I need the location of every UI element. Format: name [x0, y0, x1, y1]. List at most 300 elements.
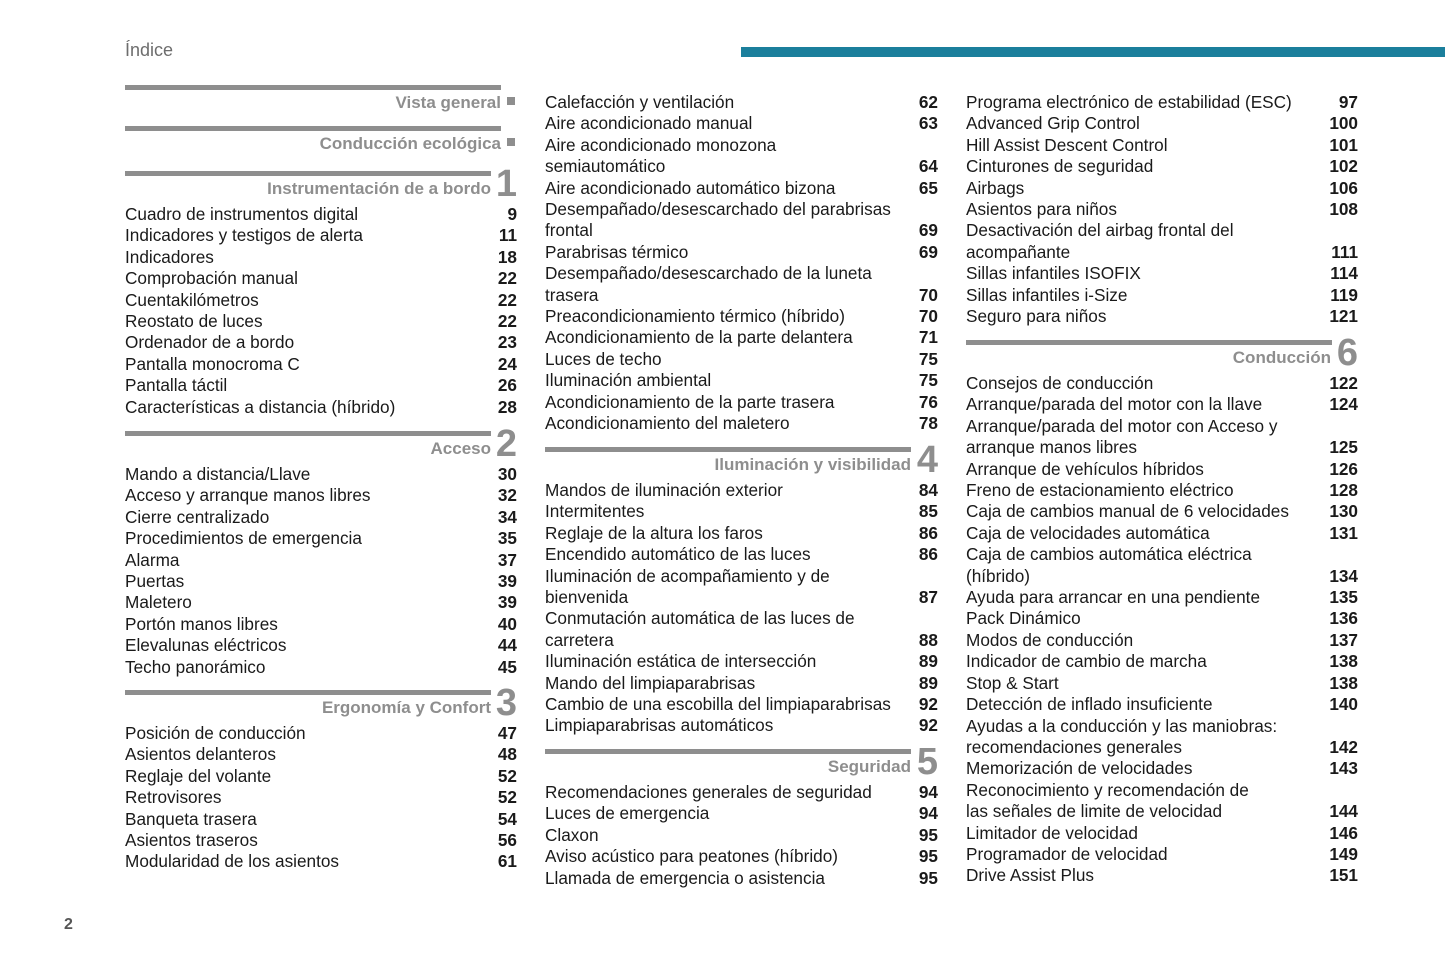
section-number: 4	[916, 439, 938, 481]
toc-entry-page: 146	[1329, 822, 1358, 843]
toc-entry-label: Arranque de vehículos híbridos	[966, 458, 1204, 479]
toc-entry-page: 44	[497, 635, 517, 656]
toc-entry-label: Maletero	[125, 592, 192, 613]
toc-entry[interactable]	[966, 178, 1358, 199]
section-number: 2	[495, 423, 517, 465]
toc-entry[interactable]	[966, 135, 1358, 156]
toc-entry-label: Techo panorámico	[125, 656, 266, 677]
toc-entry-label: Posición de conducción	[125, 723, 306, 743]
toc-entry-page: 35	[497, 528, 517, 549]
toc-entry-label: Llamada de emergencia o asistencia	[545, 867, 825, 888]
toc-entry-page: 138	[1329, 672, 1358, 693]
toc-entry-page: 87	[918, 587, 938, 608]
toc-entry-page: 92	[918, 694, 938, 715]
toc-entry[interactable]	[545, 846, 938, 867]
toc-entry-label: Consejos de conducción	[966, 373, 1154, 393]
toc-entry-label: Parabrisas térmico	[545, 241, 689, 262]
toc-entry-page: 34	[497, 506, 517, 527]
toc-section-3	[125, 682, 517, 873]
section-square-marker	[507, 138, 515, 146]
toc-entry-page: 111	[1331, 241, 1358, 262]
toc-entry[interactable]	[125, 723, 517, 744]
toc-entry-page: 18	[497, 246, 517, 267]
toc-entry[interactable]	[545, 413, 938, 434]
toc-entry-page: 102	[1329, 156, 1358, 177]
section-rule	[125, 690, 491, 695]
toc-entry[interactable]	[125, 528, 517, 549]
section-title[interactable]: Conducción ecológica	[319, 134, 501, 153]
section-title[interactable]: Conducción	[1232, 348, 1331, 367]
toc-entry[interactable]	[966, 220, 1358, 263]
toc-entry-label: Memorización de velocidades	[966, 758, 1193, 779]
toc-entry-label: Conmutación automática de las luces de carretera	[545, 608, 855, 650]
toc-entry[interactable]	[966, 92, 1358, 113]
toc-entry[interactable]	[966, 694, 1358, 715]
toc-entry[interactable]	[545, 673, 938, 694]
section-title[interactable]: Instrumentación de a bordo	[267, 179, 491, 198]
toc-entry-label: Asientos para niños	[966, 199, 1117, 220]
toc-entry-label: Hill Assist Descent Control	[966, 134, 1168, 155]
toc-entry[interactable]	[966, 587, 1358, 608]
toc-entry[interactable]	[125, 657, 517, 678]
toc-entry-label: Sillas infantiles ISOFIX	[966, 263, 1141, 284]
toc-entry[interactable]	[545, 327, 938, 348]
toc-entry[interactable]	[966, 501, 1358, 522]
section-header	[125, 85, 517, 115]
toc-entry-list	[545, 782, 938, 889]
toc-entry-label: Comprobación manual	[125, 268, 298, 289]
toc-entry-page: 61	[497, 851, 517, 872]
toc-entry[interactable]	[966, 394, 1358, 415]
toc-entry[interactable]	[125, 744, 517, 765]
toc-entry[interactable]	[125, 204, 517, 225]
toc-entry[interactable]	[966, 630, 1358, 651]
toc-entry-page: 121	[1329, 306, 1358, 327]
toc-entry[interactable]	[125, 247, 517, 268]
toc-entry[interactable]	[966, 459, 1358, 480]
toc-entry[interactable]	[966, 673, 1358, 694]
toc-entry-label: Intermitentes	[545, 501, 645, 522]
toc-entry-label: Acceso y arranque manos libres	[125, 485, 371, 506]
toc-entry-page: 89	[918, 651, 938, 672]
toc-entry-page: 52	[497, 787, 517, 808]
toc-entry[interactable]	[125, 485, 517, 506]
toc-entry-page: 128	[1329, 480, 1358, 501]
toc-entry-label: Caja de velocidades automática	[966, 522, 1210, 543]
toc-entry[interactable]	[125, 225, 517, 246]
toc-entry[interactable]	[125, 851, 517, 872]
toc-entry-label: Ordenador de a bordo	[125, 332, 295, 353]
toc-entry[interactable]	[966, 156, 1358, 177]
toc-entry[interactable]	[545, 349, 938, 370]
toc-entry[interactable]	[966, 865, 1358, 886]
section-rule	[125, 171, 491, 176]
toc-entry-page: 95	[918, 824, 938, 845]
toc-entry-page: 130	[1329, 501, 1358, 522]
toc-entry-page: 65	[918, 177, 938, 198]
toc-entry-label: Pantalla táctil	[125, 375, 228, 396]
toc-entry[interactable]	[125, 311, 517, 332]
toc-entry-page: 23	[497, 332, 517, 353]
toc-entry[interactable]	[125, 787, 517, 808]
toc-entry[interactable]	[966, 199, 1358, 220]
toc-entry-page: 149	[1329, 843, 1358, 864]
toc-entry-page: 89	[918, 672, 938, 693]
toc-entry-label: Retrovisores	[125, 787, 222, 808]
toc-entry-page: 11	[498, 225, 517, 246]
toc-entry[interactable]	[125, 614, 517, 635]
toc-entry[interactable]	[125, 332, 517, 353]
toc-entry[interactable]	[545, 694, 938, 715]
toc-entry-page: 75	[918, 370, 938, 391]
toc-entry-label: Programador de velocidad	[966, 843, 1168, 864]
toc-entry-page: 100	[1329, 113, 1358, 134]
toc-entry-page: 106	[1329, 177, 1358, 198]
toc-entry-label: Detección de inflado insuficiente	[966, 694, 1213, 715]
toc-entry-label: Procedimientos de emergencia	[125, 528, 362, 549]
toc-entry-label: Puertas	[125, 571, 185, 592]
toc-entry[interactable]	[966, 523, 1358, 544]
toc-entry-list	[966, 92, 1358, 327]
toc-entry-page: 45	[497, 656, 517, 677]
toc-entry[interactable]	[545, 370, 938, 391]
section-header	[125, 163, 517, 205]
toc-entry-label: Cinturones de seguridad	[966, 156, 1154, 177]
toc-entry-label: Reostato de luces	[125, 311, 263, 332]
toc-entry-page: 88	[918, 629, 938, 650]
toc-entry[interactable]	[545, 715, 938, 736]
section-rule	[545, 749, 911, 754]
toc-entry[interactable]	[966, 780, 1358, 823]
section-title[interactable]: Seguridad	[827, 757, 911, 776]
section-rule	[125, 85, 501, 90]
toc-entry-page: 63	[918, 113, 938, 134]
toc-entry-label: Indicadores y testigos de alerta	[125, 225, 363, 246]
toc-entry-page: 122	[1329, 373, 1358, 393]
toc-entry[interactable]	[125, 592, 517, 613]
toc-entry-page: 143	[1329, 758, 1358, 779]
toc-entry-label: Limpiaparabrisas automáticos	[545, 715, 774, 736]
toc-entry-label: Reglaje de la altura los faros	[545, 522, 763, 543]
toc-entry-label: Portón manos libres	[125, 613, 278, 634]
toc-entry[interactable]	[545, 825, 938, 846]
toc-entry-list	[545, 480, 938, 737]
toc-entry[interactable]	[966, 844, 1358, 865]
toc-entry-label: Iluminación de acompañamiento y de bienvenida	[545, 565, 830, 608]
toc-entry-page: 85	[918, 501, 938, 522]
toc-entry-page: 138	[1329, 651, 1358, 672]
toc-entry[interactable]	[966, 716, 1358, 759]
toc-entry-label: Luces de techo	[545, 348, 662, 369]
toc-entry-page: 95	[918, 867, 938, 888]
toc-entry[interactable]	[125, 571, 517, 592]
toc-section-conduccion-ecologica	[125, 126, 517, 156]
toc-entry-label: Asientos delanteros	[125, 744, 276, 765]
toc-entry[interactable]	[125, 507, 517, 528]
toc-entry-page: 134	[1329, 565, 1358, 586]
toc-entry-label: Encendido automático de las luces	[545, 544, 811, 565]
section-header	[545, 741, 938, 783]
toc-entry[interactable]	[545, 566, 938, 609]
toc-entry[interactable]	[966, 608, 1358, 629]
toc-entry-label: Acondicionamiento de la parte trasera	[545, 391, 835, 412]
toc-entry-page: 86	[918, 522, 938, 543]
page-number: 2	[64, 916, 73, 933]
toc-entry[interactable]	[545, 651, 938, 672]
toc-entry-page: 97	[1338, 92, 1358, 112]
toc-entry-page: 40	[497, 613, 517, 634]
toc-entry-label: Acondicionamiento del maletero	[545, 413, 790, 434]
toc-entry-page: 22	[497, 268, 517, 289]
toc-entry-page: 70	[918, 284, 938, 305]
toc-entry-label: Ayuda para arrancar en una pendiente	[966, 587, 1260, 608]
toc-entry[interactable]	[966, 113, 1358, 134]
toc-entry[interactable]	[545, 523, 938, 544]
toc-entry[interactable]	[125, 397, 517, 418]
section-header	[545, 439, 938, 481]
toc-entry-page: 22	[497, 289, 517, 310]
toc-entry-label: Aire acondicionado automático bizona	[545, 177, 836, 198]
toc-entry-page: 119	[1330, 284, 1358, 305]
toc-entry-label: Claxon	[545, 824, 599, 845]
toc-entry-label: Ayudas a la conducción y las maniobras: recomendaciones generales	[966, 715, 1278, 757]
toc-entry-list	[125, 204, 517, 418]
page-header-title: Índice	[125, 40, 174, 60]
toc-entry-label: Caja de cambios manual de 6 velocidades	[966, 501, 1289, 522]
section-title[interactable]: Ergonomía y Confort	[321, 698, 491, 717]
section-number: 6	[1336, 332, 1358, 374]
toc-entry[interactable]	[125, 464, 517, 485]
toc-entry-page: 135	[1329, 587, 1358, 608]
toc-entry-label: Advanced Grip Control	[966, 113, 1140, 134]
toc-entry-label: Indicador de cambio de marcha	[966, 651, 1207, 672]
toc-entry-label: Asientos traseros	[125, 830, 258, 851]
toc-entry-label: Elevalunas eléctricos	[125, 635, 287, 656]
toc-entry-page: 62	[918, 92, 938, 112]
toc-entry-page: 94	[918, 782, 938, 802]
toc-entry-page: 114	[1330, 263, 1358, 284]
section-rule	[125, 126, 501, 131]
toc-entry[interactable]	[966, 306, 1358, 327]
section-number: 1	[495, 163, 517, 205]
toc-entry-page: 84	[918, 480, 938, 500]
toc-section-5	[545, 741, 938, 889]
toc-entry-page: 26	[497, 375, 517, 396]
toc-entry-page: 69	[918, 241, 938, 262]
toc-entry-label: Programa electrónico de estabilidad (ESC)	[966, 92, 1292, 112]
toc-entry-label: Caja de cambios automática eléctrica (híbrido)	[966, 544, 1252, 586]
toc-entry-label: Airbags	[966, 177, 1025, 198]
toc-entry-page: 140	[1329, 694, 1358, 715]
toc-entry-label: Aire acondicionado manual	[545, 113, 753, 134]
toc-entry-page: 75	[918, 348, 938, 369]
toc-entry-page: 144	[1329, 801, 1358, 822]
toc-entry-label: Mando a distancia/Llave	[125, 464, 311, 484]
toc-entry-page: 9	[507, 204, 517, 224]
toc-entry-label: Iluminación estática de intersección	[545, 651, 817, 672]
toc-entry-label: Cambio de una escobilla del limpiaparabrisas	[545, 694, 891, 715]
toc-entry-label: Stop & Start	[966, 672, 1059, 693]
toc-entry[interactable]	[545, 480, 938, 501]
toc-entry-page: 78	[918, 413, 938, 434]
toc-section-vista-general	[125, 85, 517, 115]
toc-entry-label: Pantalla monocroma C	[125, 353, 300, 374]
toc-entry-page: 94	[918, 803, 938, 824]
toc-entry-page: 108	[1329, 199, 1358, 220]
toc-section-continued	[966, 92, 1358, 327]
section-square-marker	[507, 97, 515, 105]
toc-entry[interactable]	[966, 416, 1358, 459]
toc-entry-page: 136	[1329, 608, 1358, 629]
toc-entry-page: 125	[1329, 437, 1358, 458]
toc-entry[interactable]	[966, 544, 1358, 587]
toc-entry-page: 101	[1329, 134, 1358, 155]
toc-entry[interactable]	[966, 758, 1358, 779]
toc-entry-label: Pack Dinámico	[966, 608, 1081, 629]
toc-entry-label: Modos de conducción	[966, 629, 1134, 650]
toc-entry[interactable]	[545, 306, 938, 327]
toc-entry-label: Iluminación ambiental	[545, 370, 712, 391]
toc-entry-page: 56	[497, 830, 517, 851]
toc-entry-page: 37	[497, 549, 517, 570]
toc-entry[interactable]	[125, 550, 517, 571]
section-number: 3	[495, 682, 517, 724]
toc-entry[interactable]	[545, 392, 938, 413]
toc-entry[interactable]	[545, 242, 938, 263]
toc-entry-page: 28	[497, 396, 517, 417]
toc-entry[interactable]	[966, 285, 1358, 306]
toc-entry[interactable]	[966, 373, 1358, 394]
toc-entry[interactable]	[545, 92, 938, 113]
toc-entry-label: Aviso acústico para peatones (híbrido)	[545, 846, 838, 867]
toc-entry-page: 86	[918, 544, 938, 565]
section-rule	[545, 447, 911, 452]
toc-entry-page: 24	[497, 353, 517, 374]
toc-entry-label: Drive Assist Plus	[966, 865, 1094, 886]
toc-entry-label: Mando del limpiaparabrisas	[545, 672, 756, 693]
section-title[interactable]: Vista general	[395, 93, 501, 112]
section-header	[125, 126, 517, 156]
toc-entry[interactable]	[125, 830, 517, 851]
toc-entry[interactable]	[545, 544, 938, 565]
toc-entry-label: Arranque/parada del motor con la llave	[966, 394, 1263, 415]
toc-entry-list	[545, 92, 938, 435]
toc-entry[interactable]	[966, 651, 1358, 672]
toc-entry-list	[125, 723, 517, 873]
toc-entry-page: 30	[497, 464, 517, 484]
section-header	[125, 682, 517, 724]
toc-entry-label: Alarma	[125, 549, 180, 570]
toc-entry-label: Freno de estacionamiento eléctrico	[966, 480, 1234, 501]
toc-entry[interactable]	[545, 501, 938, 522]
toc-entry-label: Preacondicionamiento térmico (híbrido)	[545, 306, 845, 327]
toc-entry-page: 131	[1329, 522, 1358, 543]
toc-entry[interactable]	[966, 480, 1358, 501]
toc-entry-page: 124	[1329, 394, 1358, 415]
toc-entry-page: 70	[918, 306, 938, 327]
toc-entry-page: 39	[497, 571, 517, 592]
toc-entry-page: 137	[1329, 629, 1358, 650]
toc-entry[interactable]	[545, 263, 938, 306]
toc-entry-page: 22	[497, 311, 517, 332]
toc-entry[interactable]	[125, 354, 517, 375]
section-number: 5	[916, 741, 938, 783]
toc-entry[interactable]	[545, 803, 938, 824]
toc-entry-list	[125, 464, 517, 678]
toc-entry-page: 64	[918, 156, 938, 177]
toc-section-4	[545, 439, 938, 737]
toc-entry-page: 54	[497, 808, 517, 829]
toc-entry-page: 151	[1329, 865, 1358, 886]
toc-entry-page: 69	[918, 220, 938, 241]
header-accent-bar	[741, 47, 1445, 57]
section-header	[125, 423, 517, 465]
toc-entry-page: 48	[497, 744, 517, 765]
toc-entry-label: Arranque/parada del motor con Acceso y arranque manos libres	[966, 415, 1278, 458]
toc-entry-page: 92	[918, 715, 938, 736]
toc-entry-page: 142	[1329, 736, 1358, 757]
toc-entry-label: Reglaje del volante	[125, 765, 272, 786]
toc-entry[interactable]	[545, 113, 938, 134]
toc-entry-label: Calefacción y ventilación	[545, 92, 735, 112]
toc-section-1	[125, 163, 517, 418]
toc-entry-page: 52	[497, 765, 517, 786]
toc-entry[interactable]	[125, 268, 517, 289]
toc-entry-page: 95	[918, 846, 938, 867]
toc-entry-label: Limitador de velocidad	[966, 822, 1138, 843]
toc-entry-label: Acondicionamiento de la parte delantera	[545, 327, 853, 348]
toc-entry[interactable]	[125, 766, 517, 787]
toc-entry-label: Desempañado/desescarchado de la luneta trasera	[545, 263, 872, 305]
toc-entry[interactable]	[966, 263, 1358, 284]
section-rule	[125, 431, 491, 436]
toc-entry-label: Características a distancia (híbrido)	[125, 396, 396, 417]
toc-entry-label: Luces de emergencia	[545, 803, 710, 824]
toc-entry[interactable]	[125, 809, 517, 830]
toc-entry-label: Desactivación del airbag frontal del acompañante	[966, 220, 1234, 262]
toc-entry-page: 47	[497, 723, 517, 743]
toc-entry[interactable]	[966, 823, 1358, 844]
toc-entry-label: Seguro para niños	[966, 306, 1107, 327]
toc-entry[interactable]	[545, 608, 938, 651]
toc-entry[interactable]	[545, 178, 938, 199]
toc-entry[interactable]	[545, 782, 938, 803]
toc-entry-page: 126	[1329, 458, 1358, 479]
toc-entry[interactable]	[125, 290, 517, 311]
toc-entry-label: Mandos de iluminación exterior	[545, 480, 783, 500]
toc-entry-label: Reconocimiento y recomendación de las señales de limite de velocidad	[966, 779, 1249, 822]
toc-entry-label: Cierre centralizado	[125, 506, 270, 527]
section-title[interactable]: Iluminación y visibilidad	[714, 455, 911, 474]
toc-entry-page: 39	[497, 592, 517, 613]
toc-entry-label: Desempañado/desescarchado del parabrisas frontal	[545, 199, 891, 241]
toc-entry-label: Banqueta trasera	[125, 808, 257, 829]
toc-section-continued	[545, 92, 938, 435]
toc-entry-label: Recomendaciones generales de seguridad	[545, 782, 872, 802]
toc-entry-page: 71	[918, 327, 938, 348]
toc-entry[interactable]	[125, 375, 517, 396]
section-title[interactable]: Acceso	[430, 439, 491, 458]
toc-entry-list	[966, 373, 1358, 887]
toc-entry[interactable]	[545, 199, 938, 242]
toc-entry-label: Cuentakilómetros	[125, 289, 259, 310]
toc-entry-label: Modularidad de los asientos	[125, 851, 340, 872]
toc-entry[interactable]	[545, 135, 938, 178]
section-rule	[966, 340, 1332, 345]
toc-entry-page: 76	[918, 391, 938, 412]
toc-entry[interactable]	[125, 635, 517, 656]
toc-entry[interactable]	[545, 868, 938, 889]
